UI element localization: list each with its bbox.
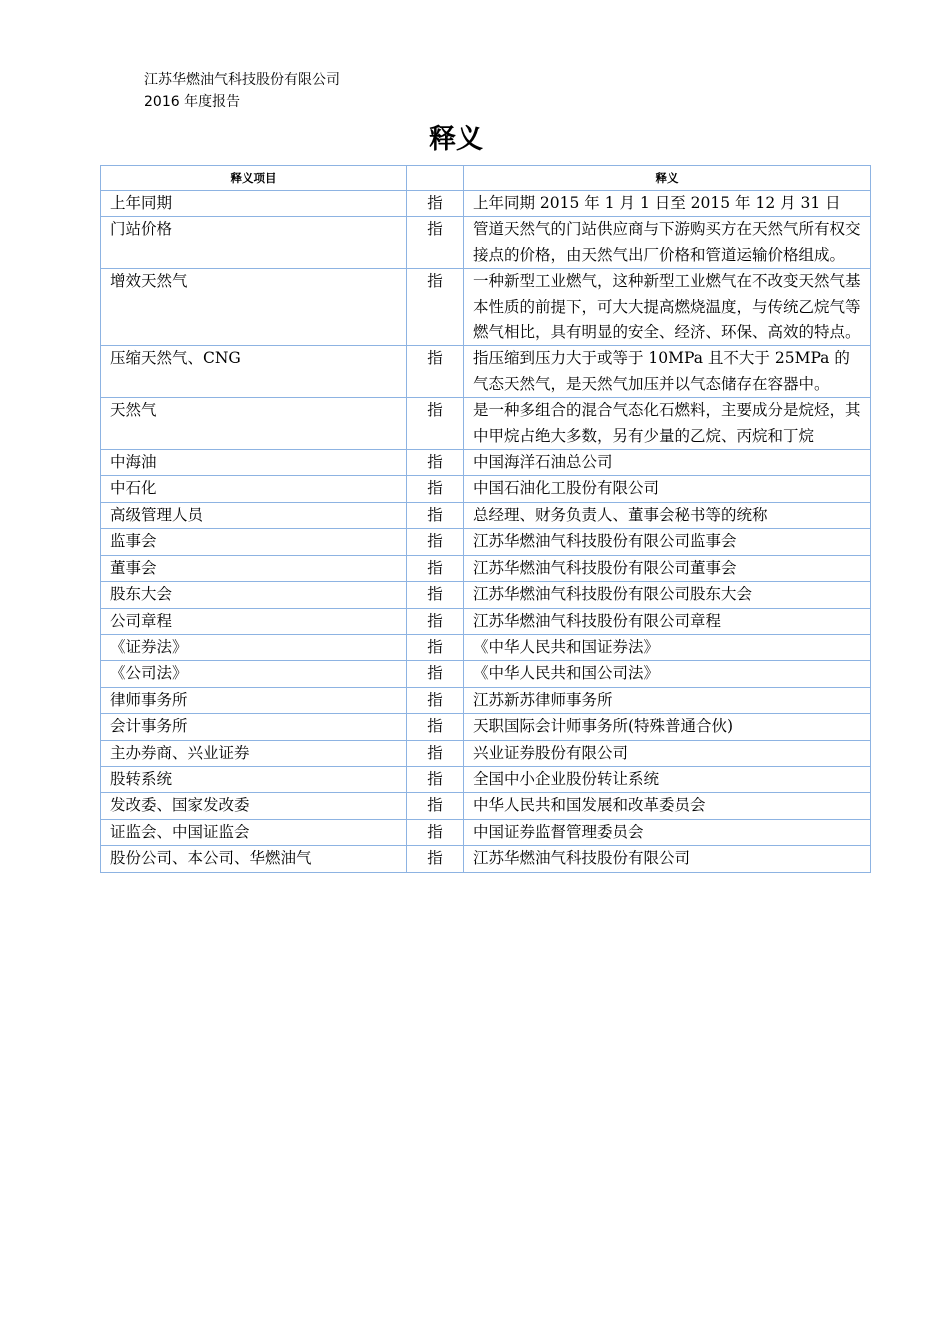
cell-definition: 江苏华燃油气科技股份有限公司章程: [464, 608, 871, 634]
cell-definition: 《中华人民共和国证券法》: [464, 634, 871, 660]
table-row: [101, 793, 871, 819]
cell-definition: 中国证券监督管理委员会: [464, 819, 871, 845]
cell-definition: 江苏华燃油气科技股份有限公司董事会: [464, 555, 871, 581]
cell-ref: 指: [407, 502, 464, 528]
cell-definition: 总经理、财务负责人、董事会秘书等的统称: [464, 502, 871, 528]
table-row: [101, 502, 871, 528]
cell-ref: 指: [407, 217, 464, 269]
cell-term: 律师事务所: [101, 687, 407, 713]
table-row: [101, 766, 871, 792]
page-header: [144, 69, 340, 113]
cell-definition: 《中华人民共和国公司法》: [464, 661, 871, 687]
cell-term: 压缩天然气、CNG: [101, 346, 407, 398]
cell-term: 股东大会: [101, 582, 407, 608]
table-row: [101, 217, 871, 269]
cell-definition: 管道天然气的门站供应商与下游购买方在天然气所有权交接点的价格，由天然气出厂价格和管道运输价格组成。: [464, 217, 871, 269]
cell-ref: 指: [407, 555, 464, 581]
cell-ref: 指: [407, 634, 464, 660]
table-row: [101, 269, 871, 346]
cell-term: 增效天然气: [101, 269, 407, 346]
cell-term: 天然气: [101, 398, 407, 450]
header-term: 释义项目: [101, 166, 407, 191]
cell-term: 董事会: [101, 555, 407, 581]
cell-definition: 中国石油化工股份有限公司: [464, 476, 871, 502]
cell-ref: 指: [407, 269, 464, 346]
cell-definition: 江苏华燃油气科技股份有限公司监事会: [464, 529, 871, 555]
table-row: [101, 398, 871, 450]
cell-term: 公司章程: [101, 608, 407, 634]
cell-ref: 指: [407, 793, 464, 819]
cell-ref: 指: [407, 476, 464, 502]
cell-definition: 江苏新苏律师事务所: [464, 687, 871, 713]
table-row: [101, 476, 871, 502]
cell-term: 股转系统: [101, 766, 407, 792]
cell-ref: 指: [407, 346, 464, 398]
cell-ref: 指: [407, 687, 464, 713]
table-row: [101, 687, 871, 713]
cell-ref: 指: [407, 529, 464, 555]
table-row: [101, 555, 871, 581]
cell-definition: 一种新型工业燃气，这种新型工业燃气在不改变天然气基本性质的前提下，可大大提高燃烧温度，与传统乙烷气等燃气相比，具有明显的安全、经济、环保、高效的特点。: [464, 269, 871, 346]
cell-term: 中石化: [101, 476, 407, 502]
table-header-row: [101, 166, 871, 191]
header-report: 2016 年度报告: [144, 94, 241, 110]
cell-definition: 中华人民共和国发展和改革委员会: [464, 793, 871, 819]
cell-term: 《公司法》: [101, 661, 407, 687]
cell-ref: 指: [407, 661, 464, 687]
cell-term: 《证券法》: [101, 634, 407, 660]
cell-definition: 上年同期 2015 年 1 月 1 日至 2015 年 12 月 31 日: [464, 191, 871, 217]
table-row: [101, 819, 871, 845]
cell-definition: 江苏华燃油气科技股份有限公司股东大会: [464, 582, 871, 608]
cell-definition: 天职国际会计师事务所(特殊普通合伙): [464, 714, 871, 740]
page-title: 释义: [429, 124, 483, 155]
cell-term: 股份公司、本公司、华燃油气: [101, 846, 407, 872]
cell-definition: 中国海洋石油总公司: [464, 450, 871, 476]
cell-term: 中海油: [101, 450, 407, 476]
table-row: [101, 634, 871, 660]
cell-ref: 指: [407, 450, 464, 476]
header-ref: [407, 166, 464, 191]
cell-definition: 兴业证券股份有限公司: [464, 740, 871, 766]
cell-ref: 指: [407, 608, 464, 634]
cell-term: 会计事务所: [101, 714, 407, 740]
cell-ref: 指: [407, 582, 464, 608]
cell-definition: 是一种多组合的混合气态化石燃料，主要成分是烷烃，其中甲烷占绝大多数，另有少量的乙烷、丙烷和丁烷: [464, 398, 871, 450]
table-row: [101, 714, 871, 740]
table-row: [101, 450, 871, 476]
cell-definition: 全国中小企业股份转让系统: [464, 766, 871, 792]
table-row: [101, 582, 871, 608]
table-row: [101, 661, 871, 687]
table-row: [101, 608, 871, 634]
header-company: 江苏华燃油气科技股份有限公司: [144, 72, 340, 88]
cell-term: 发改委、国家发改委: [101, 793, 407, 819]
table-row: [101, 846, 871, 872]
cell-ref: 指: [407, 846, 464, 872]
definitions-table: [100, 165, 871, 873]
table-row: [101, 740, 871, 766]
cell-definition: 指压缩到压力大于或等于 10MPa 且不大于 25MPa 的气态天然气，是天然气加压并以气态储存在容器中。: [464, 346, 871, 398]
cell-term: 证监会、中国证监会: [101, 819, 407, 845]
cell-ref: 指: [407, 714, 464, 740]
cell-term: 主办券商、兴业证券: [101, 740, 407, 766]
cell-ref: 指: [407, 766, 464, 792]
table-row: [101, 529, 871, 555]
cell-term: 上年同期: [101, 191, 407, 217]
cell-ref: 指: [407, 191, 464, 217]
header-definition: 释义: [464, 166, 871, 191]
cell-ref: 指: [407, 398, 464, 450]
cell-term: 高级管理人员: [101, 502, 407, 528]
cell-ref: 指: [407, 819, 464, 845]
cell-ref: 指: [407, 740, 464, 766]
cell-term: 监事会: [101, 529, 407, 555]
table-row: [101, 191, 871, 217]
cell-term: 门站价格: [101, 217, 407, 269]
cell-definition: 江苏华燃油气科技股份有限公司: [464, 846, 871, 872]
table-row: [101, 346, 871, 398]
